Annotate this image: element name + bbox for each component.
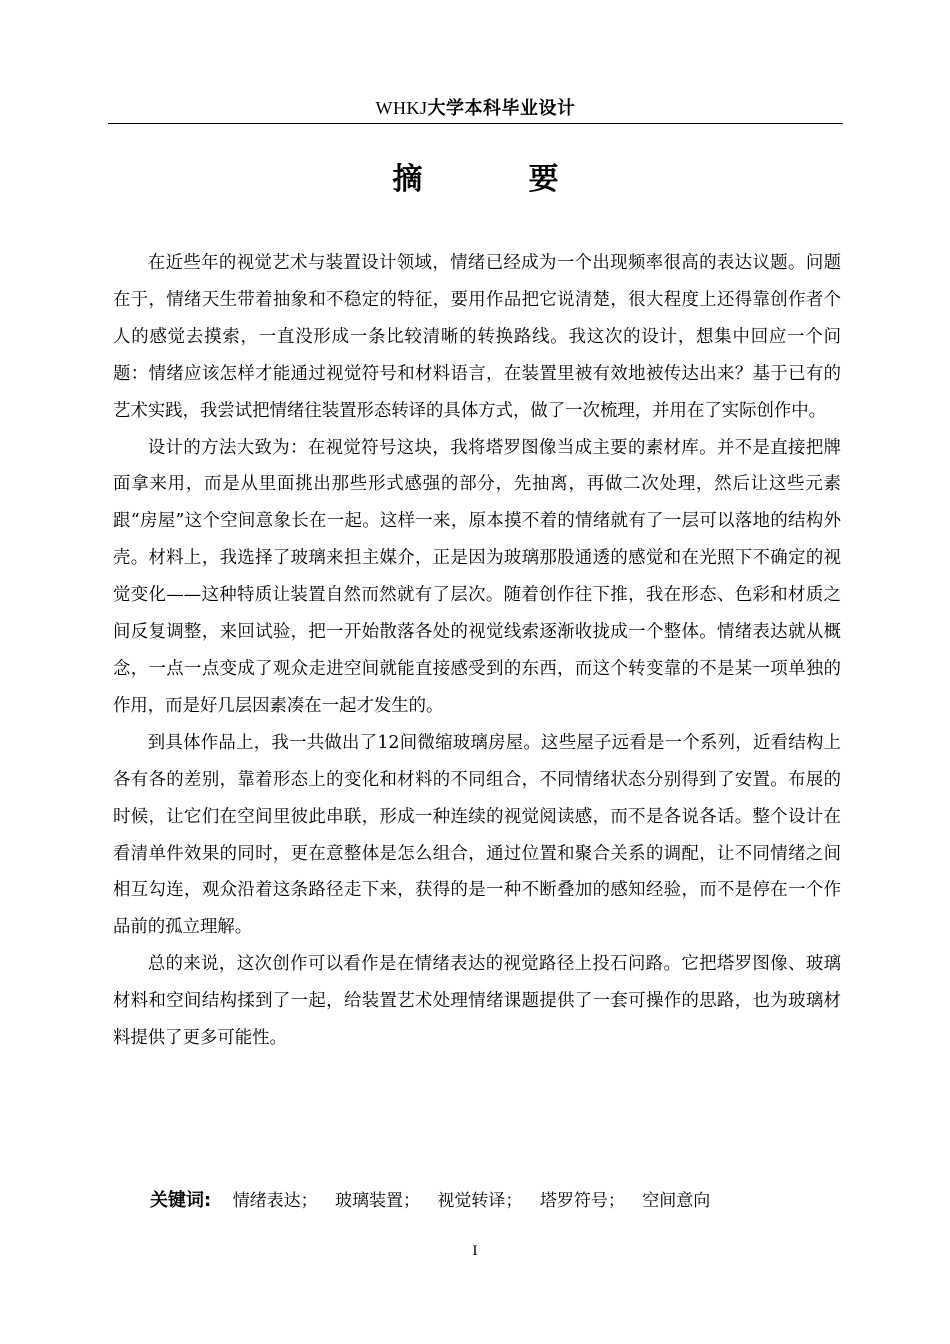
keyword-item: 空间意向 bbox=[642, 1191, 711, 1211]
running-header bbox=[108, 96, 843, 121]
keyword-item: 玻璃装置； bbox=[335, 1191, 421, 1211]
school-code: WHKJ bbox=[375, 98, 428, 118]
page-number: I bbox=[472, 1243, 478, 1259]
keyword-item: 塔罗符号； bbox=[539, 1191, 625, 1211]
abstract-paragraph: 在近些年的视觉艺术与装置设计领域，情绪已经成为一个出现频率很高的表达议题。问题在于，情绪天生带着抽象和不稳定的特征，要用作品把它说清楚，很大程度上还得靠创作者个人的感觉去摸索，一直没形成一条比较清晰的转换路线。我这次的设计，想集中回应一个问题：情绪应该怎样才能通过视觉符号和材料语言，在装置里被有效地被传达出来？基于已有的艺术实践，我尝试把情绪往装置形态转译的具体方式，做了一次梳理，并用在了实际创作中。 bbox=[113, 253, 841, 421]
document-type: 大学本科毕业设计 bbox=[427, 98, 576, 119]
header-divider bbox=[108, 123, 843, 124]
abstract-paragraph: 到具体作品上，我一共做出了12间微缩玻璃房屋。这些屋子远看是一个系列，近看结构上各有各的差别，靠着形态上的变化和材料的不同组合，不同情绪状态分别得到了安置。布展的时候，让它们在空间里彼此串联，形成一种连续的视觉阅读感，而不是各说各话。整个设计在看清单件效果的同时，更在意整体是怎么组合，通过位置和聚合关系的调配，让不同情绪之间相互勾连，观众沿着这条路径走下来，获得的是一种不断叠加的感知经验，而不是停在一个作品前的孤立理解。 bbox=[113, 732, 841, 938]
abstract-paragraph: 总的来说，这次创作可以看作是在情绪表达的视觉路径上投石问路。它把塔罗图像、玻璃材料和空间结构揉到了一起，给装置艺术处理情绪课题提供了一套可操作的思路，也为玻璃材料提供了更多可能性。 bbox=[113, 954, 841, 1049]
abstract-body bbox=[113, 245, 841, 1057]
keywords-line bbox=[150, 1187, 722, 1215]
keyword-item: 视觉转译； bbox=[437, 1191, 523, 1211]
keywords-label: 关键词: bbox=[150, 1190, 212, 1211]
abstract-title: 摘 要 bbox=[392, 162, 597, 197]
abstract-paragraph: 设计的方法大致为：在视觉符号这块，我将塔罗图像当成主要的素材库。并不是直接把牌面拿来用，而是从里面挑出那些形式感强的部分，先抽离，再做二次处理，然后让这些元素跟“房屋”这个空间意象长在一起。这样一来，原本摸不着的情绪就有了一层可以落地的结构外壳。材料上，我选择了玻璃来担主媒介，正是因为玻璃那股通透的感觉和在光照下不确定的视觉变化——这种特质让装置自然而然就有了层次。随着创作往下推，我在形态、色彩和材质之间反复调整，来回试验，把一开始散落各处的视觉线索逐渐收拢成一个整体。情绪表达就从概念，一点一点变成了观众走进空间就能直接感受到的东西，而这个转变靠的不是某一项单独的作用，而是好几层因素凑在一起才发生的。 bbox=[113, 437, 841, 716]
keyword-item: 情绪表达； bbox=[232, 1191, 318, 1211]
